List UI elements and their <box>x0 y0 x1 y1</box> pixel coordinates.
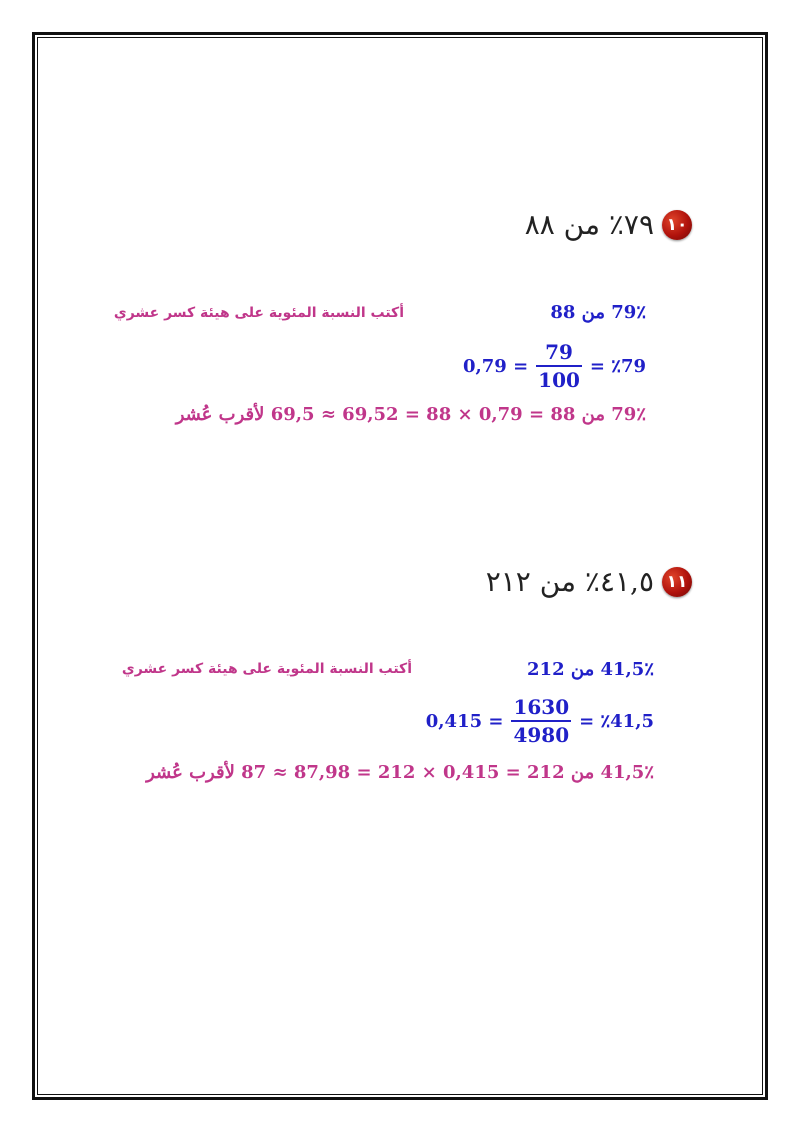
given-expression: 41,5٪ من 212 <box>527 659 654 680</box>
problem-11-heading <box>486 565 692 598</box>
problem-heading-text: ٧٩٪ من ٨٨ <box>524 208 654 241</box>
fraction <box>511 697 571 745</box>
percent-value: = ٪79 <box>589 355 646 377</box>
fraction-denominator: 4980 <box>511 720 571 745</box>
result-equation: 79٪ من 88 = 0,79 × 88 = 69,52 ≈ 69,5 لأقرب عُشر <box>175 404 646 425</box>
problem-number-badge: ١٠ <box>662 210 692 240</box>
instruction-note: أكتب النسبة المئوية على هيئة كسر عشري <box>113 305 404 321</box>
percent-value: = ٪41,5 <box>579 710 654 732</box>
problem-number-badge: ١١ <box>662 567 692 597</box>
given-expression: 79٪ من 88 <box>550 302 646 323</box>
fraction-equation <box>463 342 646 390</box>
fraction-denominator: 100 <box>536 365 582 390</box>
fraction-numerator: 1630 <box>513 695 570 719</box>
problem-10-heading <box>525 208 692 241</box>
instruction-note: أكتب النسبة المئوية على هيئة كسر عشري <box>121 661 412 677</box>
fraction-numerator: 79 <box>545 340 573 364</box>
fraction <box>536 342 582 390</box>
problem-heading-text: ٤١,٥٪ من ٢١٢ <box>485 565 654 598</box>
decimal-value: 0,79 = <box>462 355 529 377</box>
decimal-value: 0,415 = <box>425 710 504 732</box>
fraction-equation <box>426 697 654 745</box>
result-equation: 41,5٪ من 212 = 0,415 × 212 = 87,98 ≈ 87 لأقرب عُشر <box>146 762 654 783</box>
